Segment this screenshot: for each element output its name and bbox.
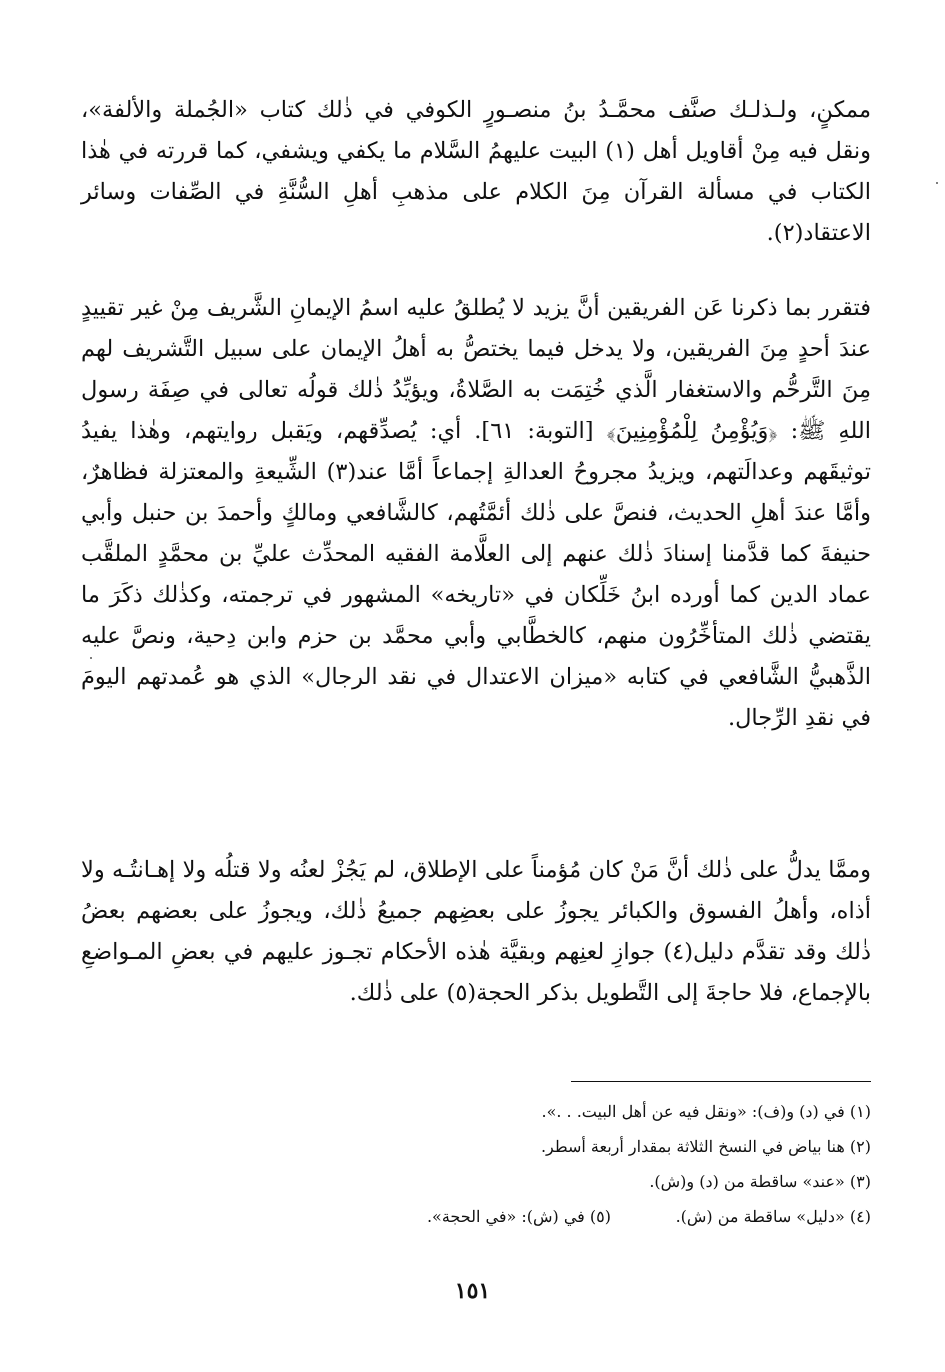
footnote-5: (٥) في (ش): «في الحجة». [426, 1207, 611, 1226]
footnote-2: (٢) هنا بياض في النسخ الثلاثة بمقدار أربعة أسطر. [540, 1137, 871, 1156]
footnote-4: (٤) «دليل» ساقطة من (ش). [675, 1207, 871, 1226]
scan-speck [90, 657, 92, 659]
footnote-separator [571, 1081, 871, 1082]
footnote-1: (١) في (د) و(ف): «ونقل فيه عن أهل البيت. . .». [541, 1102, 871, 1121]
footnotes [81, 1094, 871, 1234]
footnote-3: (٣) «عند» ساقطة من (د) و(ش). [649, 1172, 871, 1191]
body-paragraph-2 [81, 288, 871, 739]
body-paragraph-3 [81, 850, 871, 1014]
paragraph-text: ممكنٍ، ولـذلـك صنَّف محمَّـدُ بنُ منصـورٍ الكوفي في ذٰلك كتاب «الجُملة والألفة»، ونقل فيه مِنْ أقاويل أهل (١) البيت عليهمُ السَّلام ما يكفي ويشفي، كما قررته في هٰذا الكتاب في مسألة القرآن مِنَ الكلام على مذهبِ أهلِ السُّنَّةِ في الصِّفات وسائر الاعتقاد(٢). [81, 97, 871, 246]
page-number: ١٥١ [454, 1278, 491, 1304]
scan-speck [936, 182, 938, 184]
body-paragraph-1 [81, 90, 871, 254]
paragraph-text: وممَّا يدلُّ على ذٰلك أنَّ مَنْ كان مُؤمناً على الإطلاق، لم يَجُزْ لعنُه ولا قتلُه ولا إهـانتُـه ولا أذاه، وأهلُ الفسوق والكبائر يجوزُ على بعضِهم جميعُ ذٰلك، ويجوزُ على بعضهم بعضُ ذٰلك وقد تقدَّم دليل(٤) جوازِ لعنِهم وبقيَّة هٰذه الأحكام تجـوز عليهم في بعضِ المـواضعِ بالإجماع، فلا حاجةَ إلى التَّطويل بذكر الحجة(٥) على ذٰلك. [81, 857, 871, 1006]
footnote-row [81, 1199, 871, 1234]
paragraph-text: فتقرر بما ذكرنا عَن الفريقين أنَّ يزيد لا يُطلقُ عليه اسمُ الإيمانِ الشَّريف مِنْ غير تقييدٍ عندَ أحدٍ مِنَ الفريقين، ولا يدخل فيما يختصُّ به أهلُ الإيمان على سبيل التَّشريف لهم مِنَ التَّرحُّم والاستغفار الَّذي خُتِمَت به الصَّلاةُ، ويؤيِّدُ ذٰلك قولُه تعالى في صِفَة رسول اللهِ ﷺ: ﴿وَيُؤْمِنُ لِلْمُؤْمِنِينَ﴾ [التوبة: ٦١]. أي: يُصدِّقهم، ويَقبل روايتهم، وهٰذا يفيدُ توثيقَهم وعدالَتهم، ويزيدُ مجروحُ العدالةِ إجماعاً أمَّا عند(٣) الشِّيعةِ والمعتزلة فظاهرٌ، وأمَّا عندَ أهلِ الحديث، فنصَّ على ذٰلك أئمَّتُهم، كالشَّافعي ومالكٍ وأحمدَ بن حنبل وأبي حنيفةَ كما قدَّمنا إسنادَ ذٰلك عنهم إلى العلَّامة الفقيه المحدِّث عليِّ بن محمَّدٍ الملقَّب عماد الدين كما أورده ابنُ خَلِّكان في «تاريخه» المشهور في ترجمته، وكذٰلك ذكَرَ ما يقتضي ذٰلك المتأخِّرُون منهم، كالخطَّابي وأبي محمَّد بن حزم وابن دِحية، ونصَّ عليه الذَّهبيُّ الشَّافعي في كتابه «ميزان الاعتدال في نقد الرجال» الذي هو عُمدتهم اليومَ في نقدِ الرِّجال. [81, 295, 871, 731]
